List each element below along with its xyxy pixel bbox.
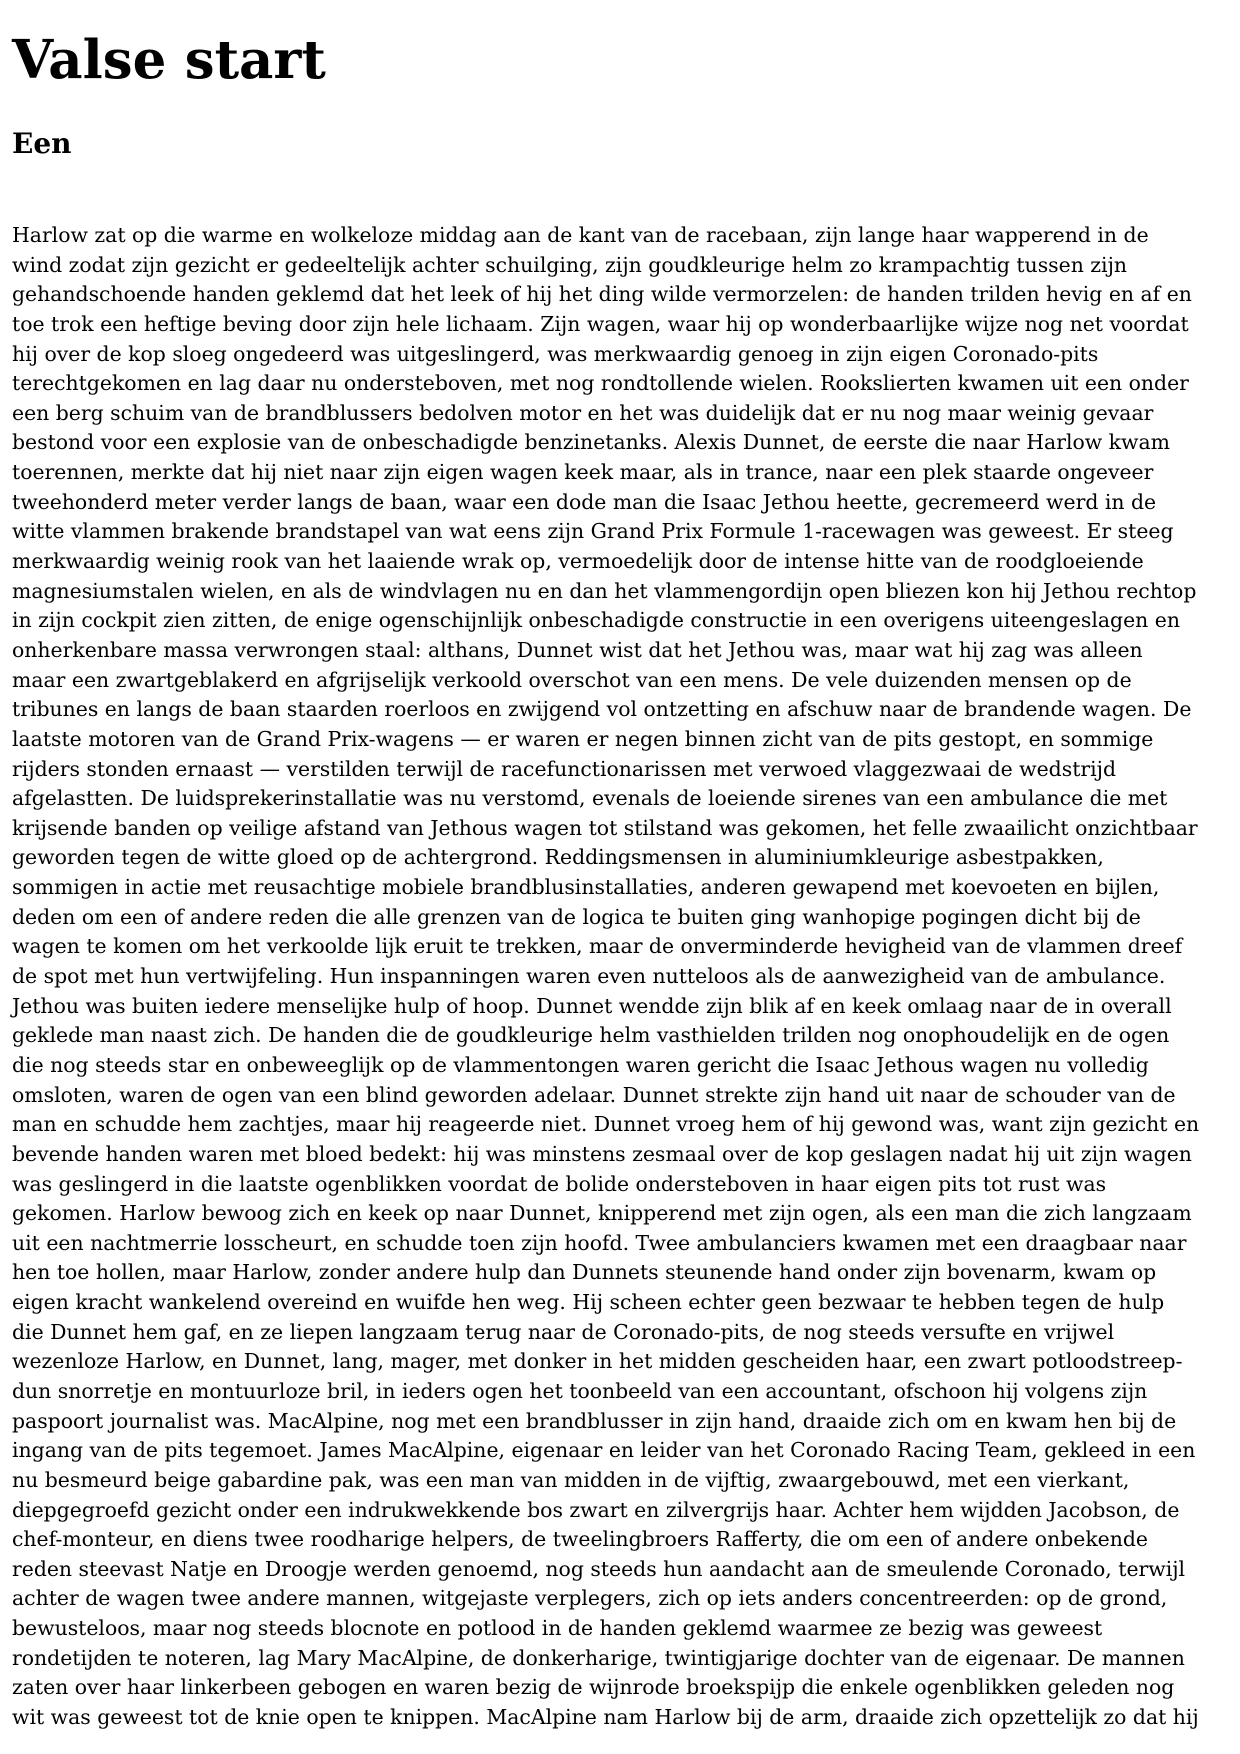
text-line: hij over de kop sloeg ongedeerd was uitgeslingerd, was merkwaardig genoeg in zijn eigen Coronado-pits bbox=[12, 341, 1099, 366]
text-line: die Dunnet hem gaf, en ze liepen langzaam terug naar de Coronado-pits, de nog steeds versufte en vrijwel bbox=[12, 1319, 1115, 1344]
body-paragraph bbox=[12, 221, 1232, 1733]
text-line: tweehonderd meter verder langs de baan, waar een dode man die Isaac Jethou heette, gecremeerd werd in de bbox=[12, 489, 1157, 514]
text-line: wezenloze Harlow, en Dunnet, lang, mager, met donker in het midden gescheiden haar, een zwart potloodstreep- bbox=[12, 1349, 1183, 1374]
text-line: diepgegroefd gezicht onder een indrukwekkende bos zwart en zilvergrijs haar. Achter hem wijdden Jacobson, de bbox=[12, 1497, 1180, 1522]
text-line: bestond voor een explosie van de onbeschadigde benzinetanks. Alexis Dunnet, de eerste die naar Harlow kwam bbox=[12, 430, 1170, 455]
text-line: laatste motoren van de Grand Prix-wagens — er waren er negen binnen zicht van de pits gestopt, en sommige bbox=[12, 726, 1154, 751]
text-line: maar een zwartgeblakerd en afgrijselijk verkoold overschot van een mens. De vele duizenden mensen op de bbox=[12, 667, 1132, 692]
text-line: wagen te komen om het verkoolde lijk eruit te trekken, maar de onverminderde hevigheid van de vlammen dreef bbox=[12, 934, 1183, 959]
text-line: rijders stonden ernaast — verstilden terwijl de racefunctionarissen met verwoed vlaggezwaai de wedstrijd bbox=[12, 756, 1117, 781]
text-line: geworden tegen de witte gloed op de achtergrond. Reddingsmensen in aluminiumkleurige asbestpakken, bbox=[12, 845, 1104, 870]
text-line: afgelastten. De luidsprekerinstallatie was nu verstomd, evenals de loeiende sirenes van een ambulance die met bbox=[12, 786, 1168, 811]
text-line: paspoort journalist was. MacAlpine, nog met een brandblusser in zijn hand, draaide zich om en kwam hen bij de bbox=[12, 1408, 1177, 1433]
text-line: deden om een of andere reden die alle grenzen van de logica te buiten ging wanhopige pogingen dicht bij de bbox=[12, 904, 1141, 929]
text-line: dun snorretje en montuurloze bril, in ieders ogen het toonbeeld van een accountant, ofschoon hij volgens zijn bbox=[12, 1378, 1148, 1403]
text-line: bewusteloos, maar nog steeds blocnote en potlood in de handen geklemd waarmee ze bezig was geweest bbox=[12, 1616, 1103, 1641]
text-line: terechtgekomen en lag daar nu ondersteboven, met nog rondtollende wielen. Rookslierten kwamen uit een onder bbox=[12, 371, 1189, 396]
text-line: geklede man naast zich. De handen die de goudkleurige helm vasthielden trilden nog onophoudelijk en de ogen bbox=[12, 1023, 1170, 1048]
text-line: krijsende banden op veilige afstand van Jethous wagen tot stilstand was gekomen, het felle zwaailicht onzichtbaar bbox=[12, 815, 1198, 840]
text-line: onherkenbare massa verwrongen staal: althans, Dunnet wist dat het Jethou was, maar wat hij zag was alleen bbox=[12, 637, 1143, 662]
text-line: nu besmeurd beige gabardine pak, was een man van midden in de vijftig, zwaargebouwd, met een vierkant, bbox=[12, 1467, 1130, 1492]
text-line: man en schudde hem zachtjes, maar hij reageerde niet. Dunnet vroeg hem of hij gewond was, want zijn gezicht en bbox=[12, 1112, 1200, 1137]
text-line: zaten over haar linkerbeen gebogen en waren bezig de wijnrode broekspijp die enkele ogenblikken geleden nog bbox=[12, 1675, 1175, 1700]
text-line: merkwaardig weinig rook van het laaiende wrak op, vermoedelijk door de intense hitte van de roodgloeiende bbox=[12, 549, 1144, 574]
text-line: die nog steeds star en onbeweeglijk op de vlammentongen waren gericht die Isaac Jethous wagen nu volledig bbox=[12, 1052, 1149, 1077]
chapter-heading: Een bbox=[12, 127, 72, 160]
text-line: toe trok een heftige beving door zijn hele lichaam. Zijn wagen, waar hij op wonderbaarlijke wijze nog net voordat bbox=[12, 311, 1189, 336]
text-line: een berg schuim van de brandblussers bedolven motor en het was duidelijk dat er nu nog maar weinig gevaar bbox=[12, 400, 1154, 425]
text-line: was geslingerd in die laatste ogenblikken voordat de bolide ondersteboven in haar eigen pits tot rust was bbox=[12, 1171, 1107, 1196]
text-line: rondetijden te noteren, lag Mary MacAlpine, de donkerharige, twintigjarige dochter van de eigenaar. De mannen bbox=[12, 1645, 1185, 1670]
text-line: achter de wagen twee andere mannen, witgejaste verplegers, zich op iets anders concentreerden: op de grond, bbox=[12, 1586, 1168, 1611]
text-line: wit was geweest tot de knie open te knippen. MacAlpine nam Harlow bij de arm, draaide zich opzettelijk zo dat hij bbox=[12, 1705, 1199, 1730]
text-line: omsloten, waren de ogen van een blind geworden adelaar. Dunnet strekte zijn hand uit naar de schouder van de bbox=[12, 1082, 1176, 1107]
text-line: magnesiumstalen wielen, en als de windvlagen nu en dan het vlammengordijn open bliezen kon hij Jethou rechtop bbox=[12, 578, 1197, 603]
text-line: tribunes en langs de baan staarden roerloos en zwijgend vol ontzetting en afschuw naar de brandende wagen. De bbox=[12, 697, 1192, 722]
text-line: eigen kracht wankelend overeind en wuifde hen weg. Hij scheen echter geen bezwaar te hebben tegen de hulp bbox=[12, 1290, 1165, 1315]
text-line: uit een nachtmerrie losscheurt, en schudde toen zijn hoofd. Twee ambulanciers kwamen met een draagbaar naar bbox=[12, 1230, 1187, 1255]
text-line: in zijn cockpit zien zitten, de enige ogenschijnlijk onbeschadigde constructie in een overigens uiteengeslagen en bbox=[12, 608, 1180, 633]
text-line: Harlow zat op die warme en wolkeloze middag aan de kant van de racebaan, zijn lange haar wapperend in de bbox=[12, 223, 1149, 247]
text-line: de spot met hun vertwijfeling. Hun inspanningen waren even nutteloos als de aanwezigheid van de ambulance. bbox=[12, 964, 1166, 989]
text-line: gekomen. Harlow bewoog zich en keek op naar Dunnet, knipperend met zijn ogen, als een man die zich langzaam bbox=[12, 1201, 1192, 1226]
text-line: hen toe hollen, maar Harlow, zonder andere hulp dan Dunnets steunende hand onder zijn bovenarm, kwam op bbox=[12, 1260, 1157, 1285]
text-line: Jethou was buiten iedere menselijke hulp of hoop. Dunnet wendde zijn blik af en keek omlaag naar de in overall bbox=[12, 993, 1172, 1018]
text-line: gehandschoende handen geklemd dat het leek of hij het ding wilde vermorzelen: de handen trilden hevig en af en bbox=[12, 282, 1192, 307]
text-line: reden steevast Natje en Droogje werden genoemd, nog steeds hun aandacht aan de smeulende Coronado, terwijl bbox=[12, 1556, 1186, 1581]
text-line: sommigen in actie met reusachtige mobiele brandblusinstallaties, anderen gewapend met koevoeten en bijlen, bbox=[12, 875, 1160, 900]
text-line: witte vlammen brakende brandstapel van wat eens zijn Grand Prix Formule 1-racewagen was geweest. Er steeg bbox=[12, 519, 1174, 544]
text-line: wind zodat zijn gezicht er gedeeltelijk achter schuilging, zijn goudkleurige helm zo krampachtig tussen zijn bbox=[12, 252, 1128, 277]
text-line: chef-monteur, en diens twee roodharige helpers, de tweelingbroers Rafferty, die om een of andere onbekende bbox=[12, 1527, 1148, 1552]
text-line: toerennen, merkte dat hij niet naar zijn eigen wagen keek maar, als in trance, naar een plek staarde ongeveer bbox=[12, 460, 1154, 485]
text-line: bevende handen waren met bloed bedekt: hij was minstens zesmaal over de kop geslagen nadat hij uit zijn wagen bbox=[12, 1141, 1192, 1166]
text-line: ingang van de pits tegemoet. James MacAlpine, eigenaar en leider van het Coronado Racing Team, gekleed in een bbox=[12, 1438, 1196, 1463]
page-title: Valse start bbox=[12, 29, 326, 91]
